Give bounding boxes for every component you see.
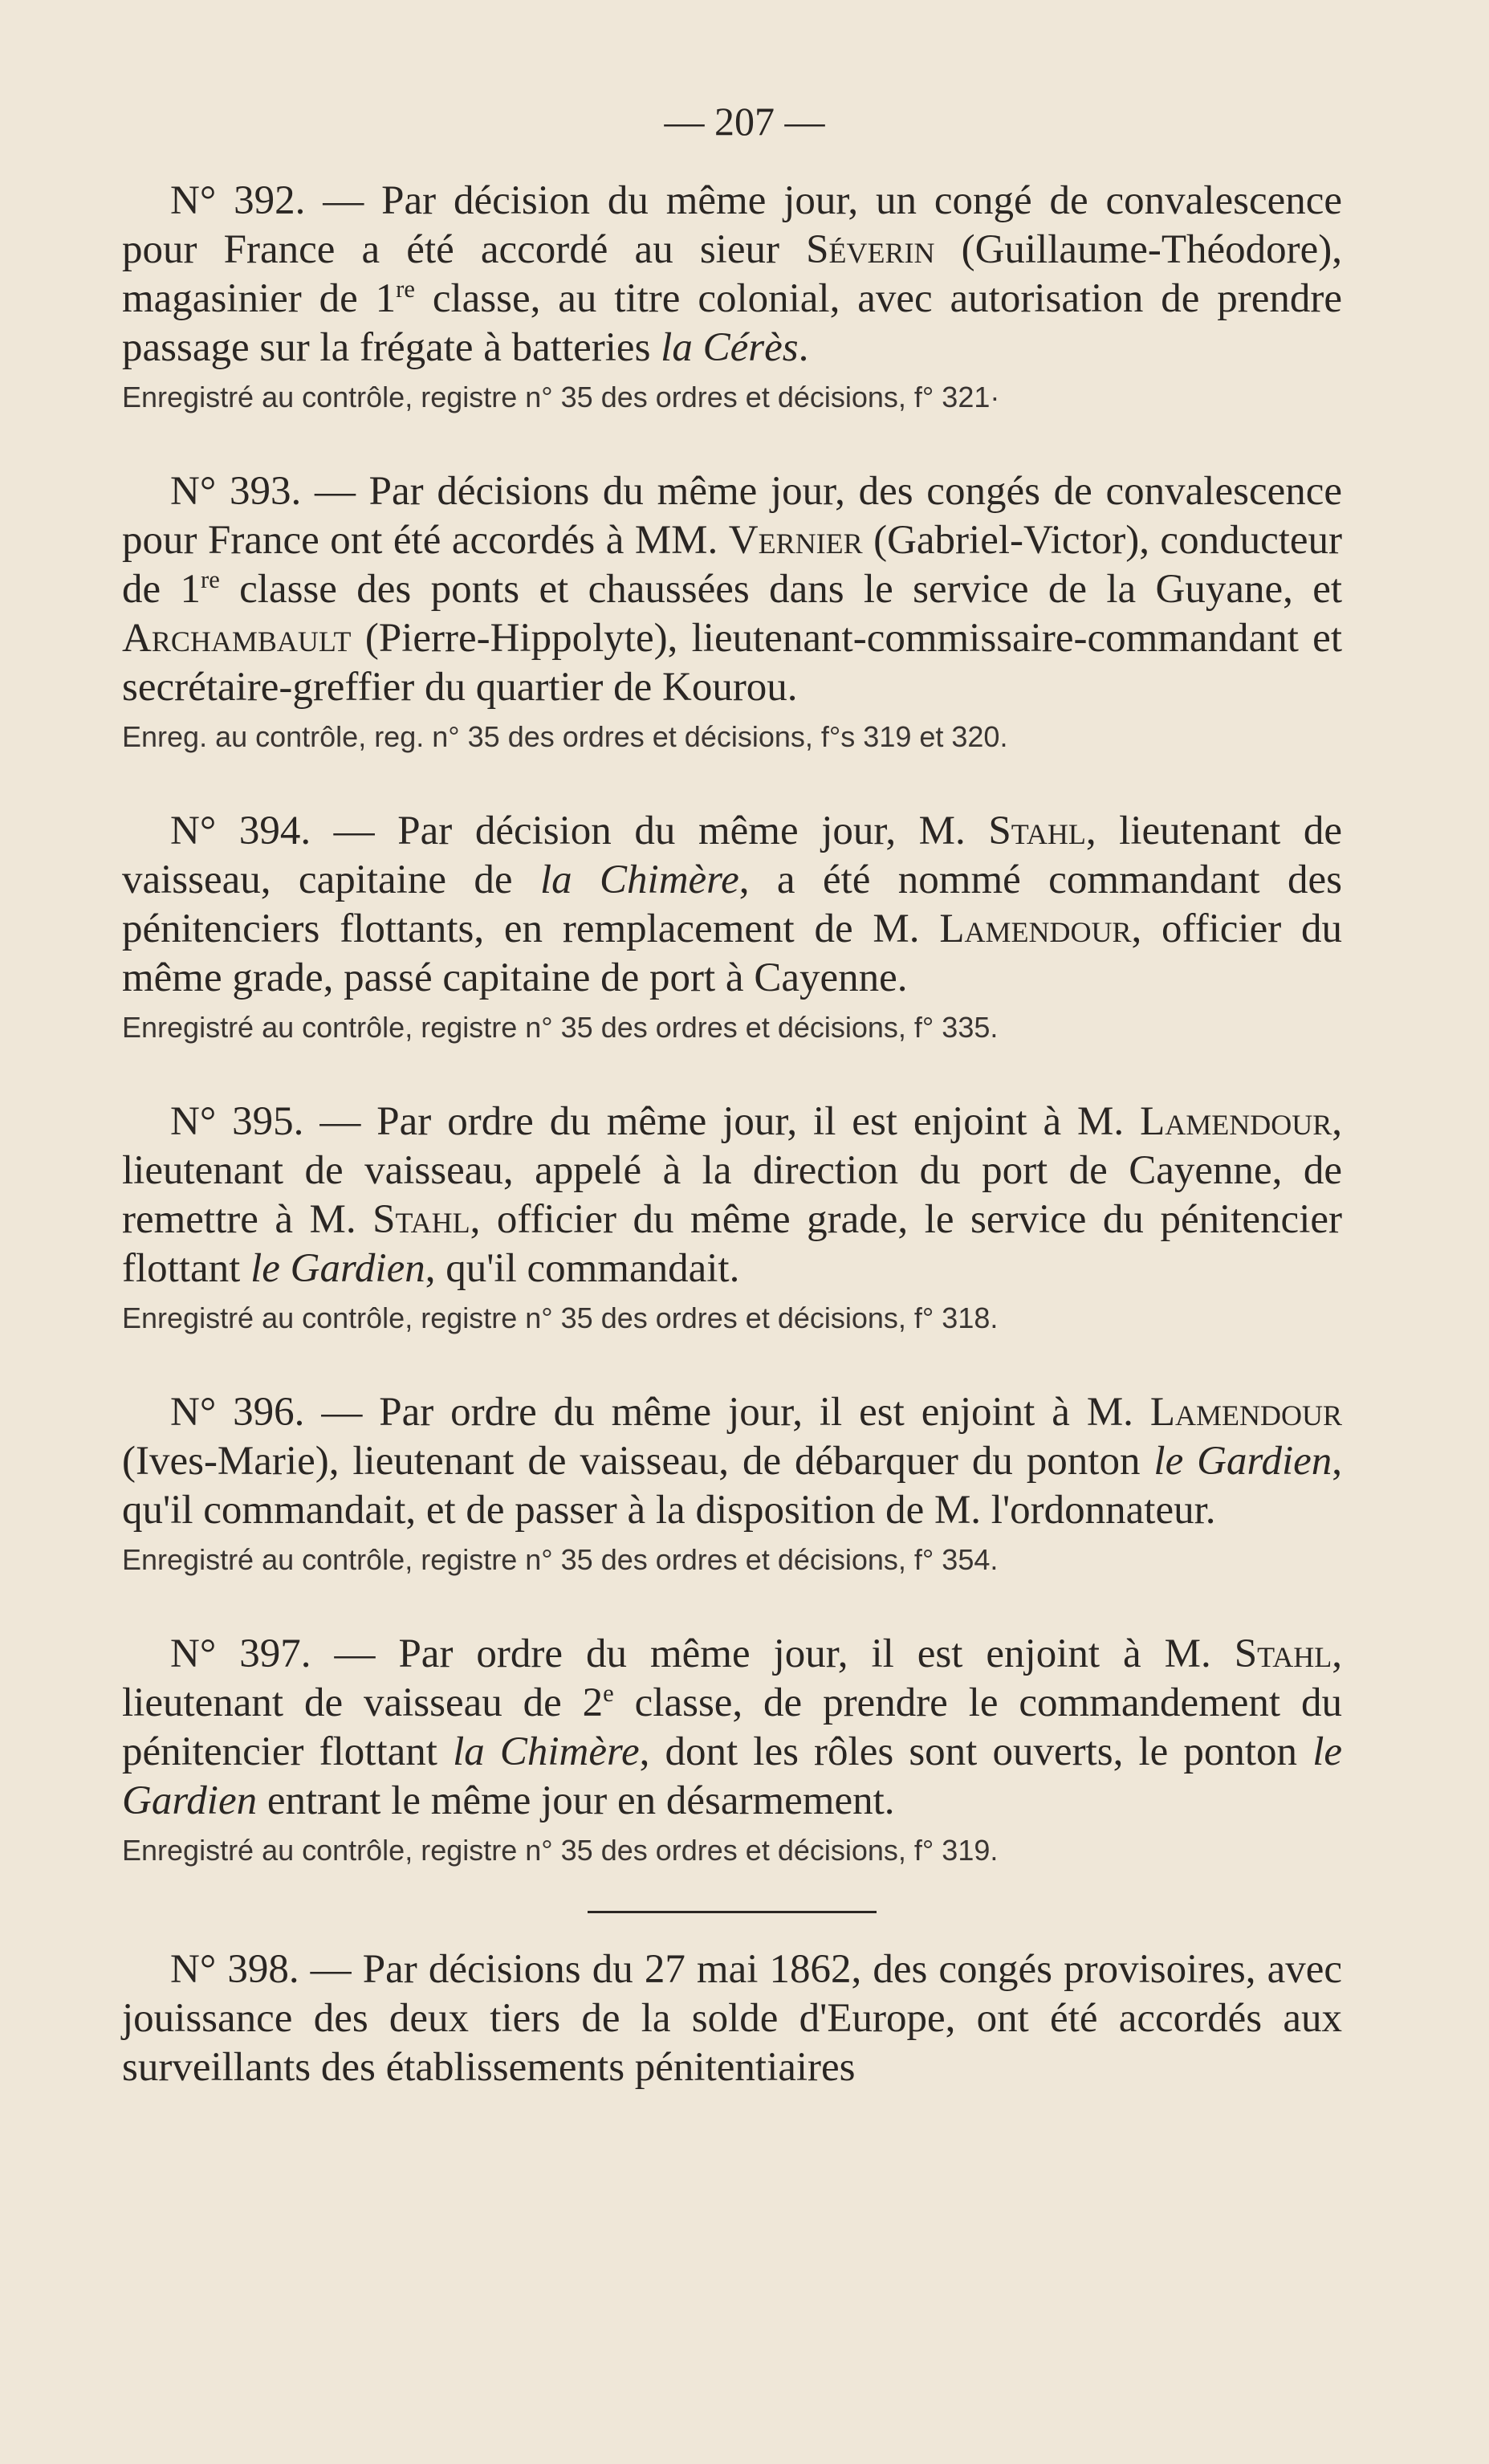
registration-note: Enreg. au contrôle, reg. n° 35 des ordres et décisions, f°s 319 et 320.: [122, 720, 1008, 753]
entry-393: [122, 467, 1342, 757]
entry-396: [122, 1388, 1342, 1580]
text-run: , qu'il commandait.: [425, 1246, 740, 1291]
superscript: re: [201, 566, 220, 593]
text-run: — Par décision du même jour, un congé de convalescence pour France a été accordé au sieur: [122, 178, 1342, 272]
entry-text: [122, 467, 1342, 712]
text-run: , a été nommé commandant des pénitenciers flottants, en remplacement de M.: [122, 857, 1342, 951]
text-run: , dont les rôles sont ouverts, le ponton: [639, 1729, 1313, 1774]
ship-name: le Gardien: [250, 1246, 425, 1291]
person-name: Lamendour: [1140, 1099, 1332, 1144]
entry-text: [122, 807, 1342, 1003]
text-run: classe des ponts et chaussées dans le service de la Guyane, et: [219, 567, 1342, 612]
registration-note: Enregistré au contrôle, registre n° 35 des ordres et décisions, f° 335.: [122, 1011, 999, 1044]
text-run: 1: [375, 276, 397, 321]
text-run: (Pierre-Hippolyte), lieutenant-commissaire-commandant et secrétaire-greffier du quartier de Kourou.: [122, 616, 1342, 710]
entry-number: N° 393.: [170, 469, 302, 514]
text-run: — Par ordre du même jour, il est enjoint à M.: [311, 1631, 1235, 1676]
text-run: — Par ordre du même jour, il est enjoint à M.: [304, 1390, 1150, 1435]
person-name: Stahl: [1234, 1631, 1332, 1676]
entry-text: [122, 1098, 1342, 1293]
text-run: — Par décisions du 27 mai 1862, des congés provisoires, avec jouissance des deux tiers de la solde d'Europe, ont été accordés aux surveillants des établissements pénitentiaires: [122, 1947, 1342, 2090]
ship-name: le Gardien: [122, 1729, 1342, 1823]
section-divider: [588, 1911, 877, 1913]
entry-text: [122, 1630, 1342, 1826]
person-name: Lamendour: [1149, 1390, 1342, 1435]
entry-number: N° 397.: [170, 1631, 311, 1676]
text-run: , lieutenant de vaisseau, appelé à la direction du port de Cayenne, de remettre à M.: [122, 1099, 1342, 1242]
entry-397: [122, 1630, 1342, 1871]
entry-number: N° 396.: [170, 1390, 305, 1435]
superscript: re: [396, 275, 415, 303]
ship-name: le Gardien: [1153, 1439, 1332, 1484]
text-run: entrant le même jour en désarmement.: [257, 1778, 895, 1823]
text-run: (Gabriel-Victor), conducteur de: [122, 518, 1342, 612]
text-run: 2: [582, 1680, 604, 1725]
entry-text: [122, 177, 1342, 373]
entry-number: N° 395.: [170, 1099, 304, 1144]
text-run: — Par ordre du même jour, il est enjoint à M.: [303, 1099, 1141, 1144]
ship-name: la Chimère: [539, 857, 739, 902]
document-body: [122, 177, 1342, 2142]
text-run: , lieutenant de vaisseau de: [122, 1631, 1342, 1725]
person-name: Stahl: [372, 1197, 470, 1242]
text-run: (Ives-Marie), lieutenant de vaisseau, de débarquer du ponton: [122, 1439, 1154, 1484]
registration-note: Enregistré au contrôle, registre n° 35 des ordres et décisions, f° 319.: [122, 1834, 999, 1867]
entry-text: [122, 1388, 1342, 1535]
person-name: Lamendour: [939, 906, 1132, 951]
text-run: — Par décisions du même jour, des congés de convalescence pour France ont été accordés à MM.: [122, 469, 1342, 563]
text-run: , officier du même grade, le service du pénitencier flottant: [122, 1197, 1342, 1291]
entry-398: [122, 1945, 1342, 2092]
page-number: — 207 —: [664, 99, 825, 144]
registration-note: Enregistré au contrôle, registre n° 35 des ordres et décisions, f° 354.: [122, 1543, 999, 1576]
entry-number: N° 394.: [170, 808, 311, 853]
entry-number: N° 392.: [170, 178, 306, 223]
entry-text: [122, 1945, 1342, 2092]
text-run: classe, de prendre le commandement du pénitencier flottant: [122, 1680, 1342, 1774]
entry-number: N° 398.: [170, 1947, 299, 1992]
text-run: , officier du même grade, passé capitaine de port à Cayenne.: [122, 906, 1343, 1000]
ship-name: la Chimère: [453, 1729, 640, 1774]
text-run: classe, au titre colonial, avec autorisation de prendre passage sur la frégate à batteries: [122, 276, 1342, 370]
text-run: .: [798, 325, 809, 370]
entry-395: [122, 1098, 1342, 1338]
entry-392: [122, 177, 1342, 417]
person-name: Vernier: [728, 518, 863, 563]
ship-name: la Cérès: [661, 325, 799, 370]
person-name: Séverin: [806, 227, 935, 272]
registration-note: Enregistré au contrôle, registre n° 35 des ordres et décisions, f° 321·: [122, 381, 1000, 413]
person-name: Stahl: [988, 808, 1086, 853]
entry-394: [122, 807, 1342, 1048]
registration-note: Enregistré au contrôle, registre n° 35 des ordres et décisions, f° 318.: [122, 1301, 999, 1334]
person-name: Archambault: [122, 616, 352, 661]
text-run: , lieutenant de vaisseau, capitaine de: [122, 808, 1342, 902]
text-run: — Par décision du même jour, M.: [311, 808, 989, 853]
text-run: , qu'il commandait, et de passer à la disposition de M. l'ordonnateur.: [122, 1439, 1342, 1533]
text-run: (Guillaume-Théodore), magasinier de: [122, 227, 1343, 321]
text-run: 1: [180, 567, 201, 612]
superscript: e: [603, 1680, 614, 1707]
